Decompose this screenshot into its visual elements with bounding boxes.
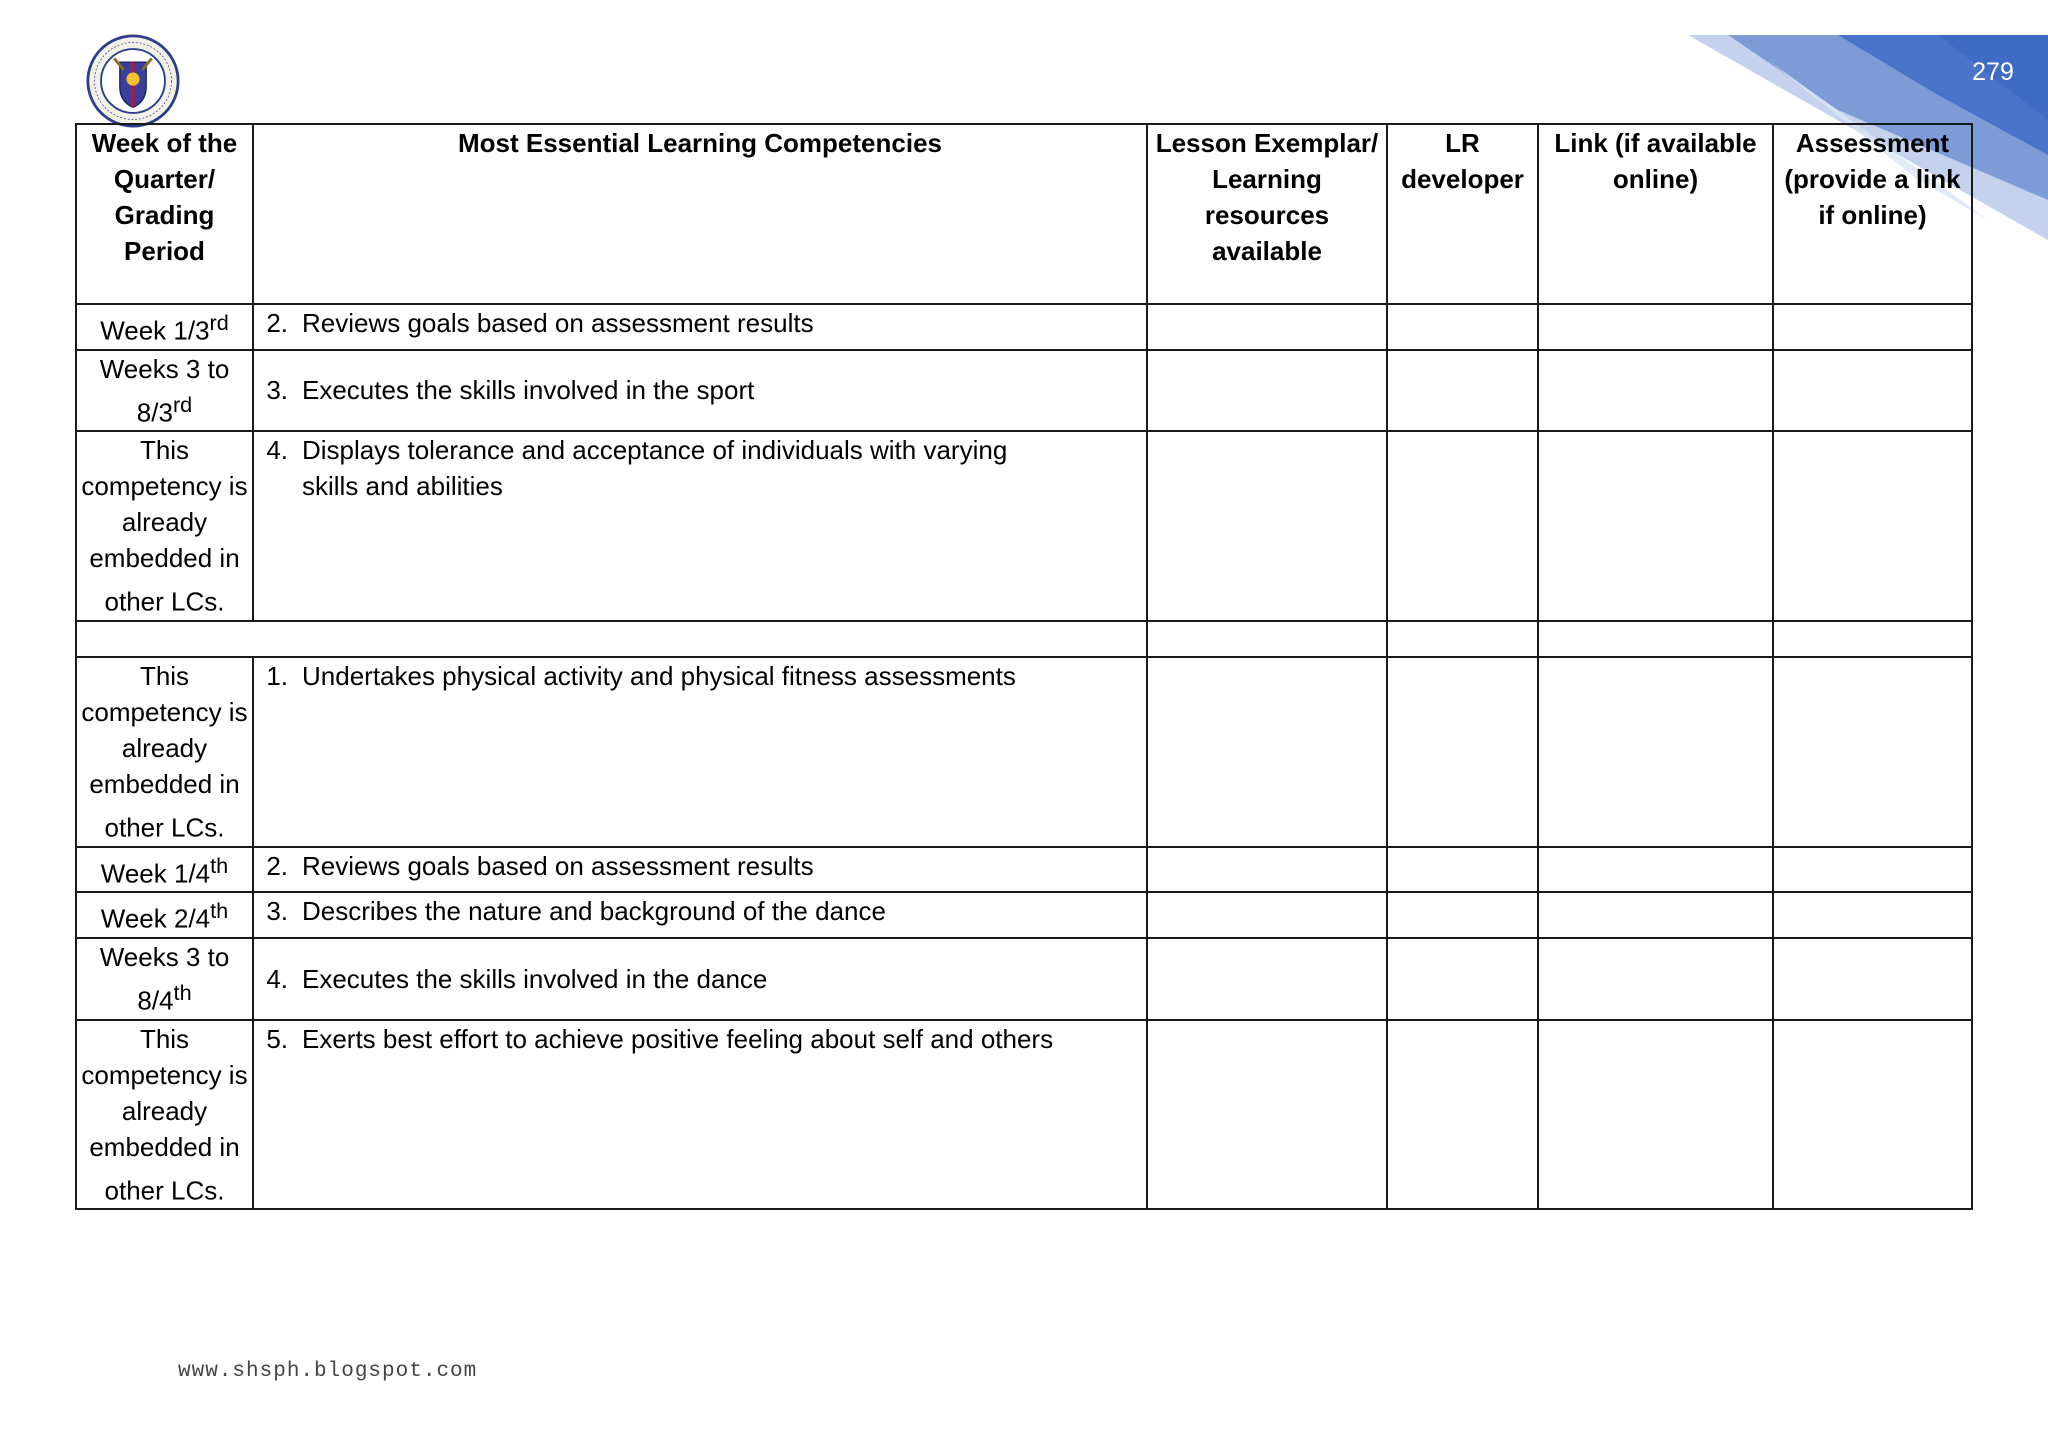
assessment-cell: [1773, 892, 1972, 938]
competency-number: 2.: [266, 850, 288, 881]
footer-url: www.shsph.blogspot.com: [178, 1360, 478, 1383]
competency-number: 4.: [266, 435, 288, 466]
competency-number: 2.: [266, 308, 288, 338]
competency-cell: [253, 938, 1147, 1020]
lr-developer-cell: [1387, 304, 1538, 350]
competencies-table: [75, 123, 1973, 1210]
header-competencies: Most Essential Learning Competencies: [253, 124, 1147, 304]
week-cell: Weeks 3 to 8/4th: [76, 938, 253, 1020]
table-row: [76, 847, 1972, 893]
deped-seal-logo: [86, 34, 180, 128]
page-number: 279: [1972, 58, 2014, 86]
competency-text: Reviews goals based on assessment results: [302, 308, 814, 338]
competency-number: 5.: [266, 1023, 288, 1054]
assessment-cell: [1773, 350, 1972, 432]
competency-number: 3.: [266, 375, 288, 406]
competency-text: Displays tolerance and acceptance of individuals with varying skills and abilities: [302, 435, 1008, 502]
competency-cell: [253, 350, 1147, 432]
link-cell: [1538, 892, 1773, 938]
competency-cell: [253, 431, 1147, 621]
link-cell: [1538, 431, 1773, 621]
lr-developer-cell: [1387, 350, 1538, 432]
lr-developer-cell: [1387, 938, 1538, 1020]
assessment-cell: [1773, 657, 1972, 847]
table-row: [76, 938, 1972, 1020]
lesson-cell: [1147, 431, 1387, 621]
competency-number: 4.: [266, 963, 288, 994]
lesson-cell: [1147, 938, 1387, 1020]
lesson-cell: [1147, 1020, 1387, 1210]
lr-developer-cell: [1387, 1020, 1538, 1210]
link-cell: [1538, 847, 1773, 893]
table-row: [76, 304, 1972, 350]
link-cell: [1538, 1020, 1773, 1210]
lesson-cell: [1147, 847, 1387, 893]
table-row: [76, 431, 1972, 621]
competency-text: Exerts best effort to achieve positive feeling about self and others: [302, 1023, 1054, 1054]
header-lesson-exemplar: Lesson Exemplar/ Learning resources available: [1147, 124, 1387, 304]
header-week: Week of the Quarter/ Grading Period: [76, 124, 253, 304]
week-cell: Week 2/4th: [76, 892, 253, 938]
lesson-cell: [1147, 350, 1387, 432]
lr-developer-cell: [1387, 657, 1538, 847]
competency-text: Executes the skills involved in the dance: [302, 963, 768, 994]
competency-cell: [253, 657, 1147, 847]
competency-cell: [253, 847, 1147, 893]
assessment-cell: [1773, 1020, 1972, 1210]
assessment-cell: [1773, 304, 1972, 350]
lesson-cell: [1147, 621, 1387, 657]
blank-cell: [76, 621, 1147, 657]
table-row: [76, 350, 1972, 432]
table-row: [76, 1020, 1972, 1210]
week-cell: This competency is already embedded in other LCs.: [76, 431, 253, 621]
competency-text: Describes the nature and background of the dance: [302, 896, 886, 927]
link-cell: [1538, 350, 1773, 432]
competency-cell: [253, 304, 1147, 350]
competency-cell: [253, 1020, 1147, 1210]
header-link: Link (if available online): [1538, 124, 1773, 304]
table-header-row: [76, 124, 1972, 304]
week-cell: This competency is already embedded in other LCs.: [76, 1020, 253, 1210]
lr-developer-cell: [1387, 847, 1538, 893]
competency-text: Reviews goals based on assessment results: [302, 850, 814, 881]
link-cell: [1538, 657, 1773, 847]
header-lr-developer: LR developer: [1387, 124, 1538, 304]
week-cell: This competency is already embedded in other LCs.: [76, 657, 253, 847]
link-cell: [1538, 621, 1773, 657]
lr-developer-cell: [1387, 621, 1538, 657]
link-cell: [1538, 304, 1773, 350]
competency-text: Executes the skills involved in the sport: [302, 375, 755, 406]
week-cell: Week 1/4th: [76, 847, 253, 893]
week-cell: Weeks 3 to 8/3rd: [76, 350, 253, 432]
competency-number: 1.: [266, 660, 288, 691]
lesson-cell: [1147, 892, 1387, 938]
lr-developer-cell: [1387, 431, 1538, 621]
competency-text: Undertakes physical activity and physical fitness assessments: [302, 660, 1016, 691]
link-cell: [1538, 938, 1773, 1020]
lr-developer-cell: [1387, 892, 1538, 938]
table-row-blank: [76, 621, 1972, 657]
assessment-cell: [1773, 847, 1972, 893]
competency-number: 3.: [266, 896, 288, 927]
week-cell: Week 1/3rd: [76, 304, 253, 350]
competency-cell: [253, 892, 1147, 938]
assessment-cell: [1773, 621, 1972, 657]
lesson-cell: [1147, 304, 1387, 350]
header-assessment: Assessment (provide a link if online): [1773, 124, 1972, 304]
assessment-cell: [1773, 938, 1972, 1020]
table-row: [76, 657, 1972, 847]
table-row: [76, 892, 1972, 938]
assessment-cell: [1773, 431, 1972, 621]
lesson-cell: [1147, 657, 1387, 847]
